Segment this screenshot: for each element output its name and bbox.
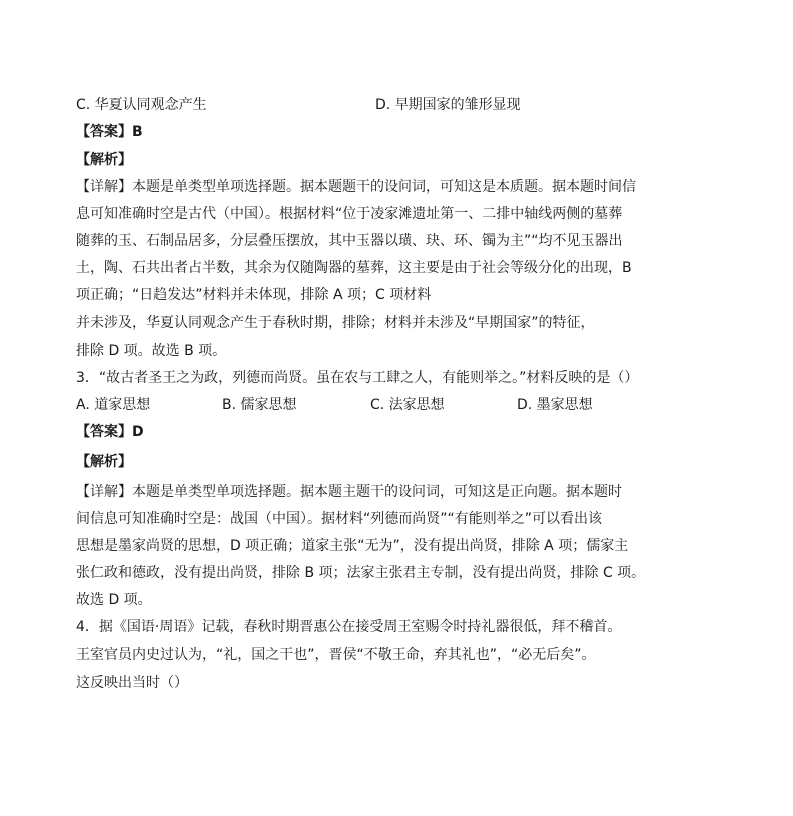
question-3-stem: 3．“故古者圣王之为政，列德而尚贤。虽在农与工肆之人，有能则举之。”材料反映的是（） [76,370,639,386]
q3-option-d: D. 墨家思想 [517,397,593,413]
analysis-label: 【解析】 [76,152,132,168]
q3-detail-line: 故选 D 项。 [76,592,152,608]
detail-line: 土，陶、石共出者占半数，其余为仅随陶器的墓葬，这主要是由于社会等级分化的出现，B [76,260,632,276]
question-4-stem-line: 4．据《国语·周语》记载，春秋时期晋惠公在接受周王室赐令时持礼器很低，拜不稽首。 [76,619,622,635]
detail-line: 【详解】本题是单类型单项选择题。据本题题干的设问词，可知这是本质题。据本题时间信 [76,179,636,195]
q3-detail-line: 张仁政和德政，没有提出尚贤，排除 B 项；法家主张君主专制，没有提出尚贤，排除 C 项。 [76,565,646,581]
detail-line: 项正确；“日趋发达”材料并未体现，排除 A 项；C 项材料 [76,287,432,303]
question-4-stem-line: 王室官员内史过认为，“礼，国之干也”，晋侯“不敬王命，弃其礼也”，“必无后矣”。 [76,647,596,663]
q3-detail-line: 间信息可知准确时空是：战国（中国）。据材料“列德而尚贤”“有能则举之”可以看出该 [76,511,603,527]
q3-answer-label: 【答案】D [76,424,144,440]
q3-detail-line: 思想是墨家尚贤的思想，D 项正确；道家主张“无为”，没有提出尚贤，排除 A 项；儒家主 [76,538,629,554]
detail-line: 随葬的玉、石制品居多，分层叠压摆放，其中玉器以璜、玦、环、镯为主”“均不见玉器出 [76,233,623,249]
question-4-stem-line: 这反映出当时（） [76,675,188,691]
q3-analysis-label: 【解析】 [76,454,132,470]
detail-line: 并未涉及，华夏认同观念产生于春秋时期，排除；材料并未涉及“早期国家”的特征， [76,315,595,331]
q3-option-c: C. 法家思想 [370,397,445,413]
q3-detail-line: 【详解】本题是单类型单项选择题。据本题主题干的设问词，可知这是正向题。据本题时 [76,484,622,500]
option-c: C. 华夏认同观念产生 [76,97,207,113]
q3-option-a: A. 道家思想 [76,397,151,413]
answer-label: 【答案】B [76,124,143,140]
detail-line: 排除 D 项。故选 B 项。 [76,343,227,359]
q3-option-b: B. 儒家思想 [222,397,297,413]
option-d: D. 早期国家的雏形显现 [375,97,521,113]
detail-line: 息可知准确时空是古代（中国）。根据材料“位于凌家滩遗址第一、二排中轴线两侧的墓葬 [76,206,623,222]
